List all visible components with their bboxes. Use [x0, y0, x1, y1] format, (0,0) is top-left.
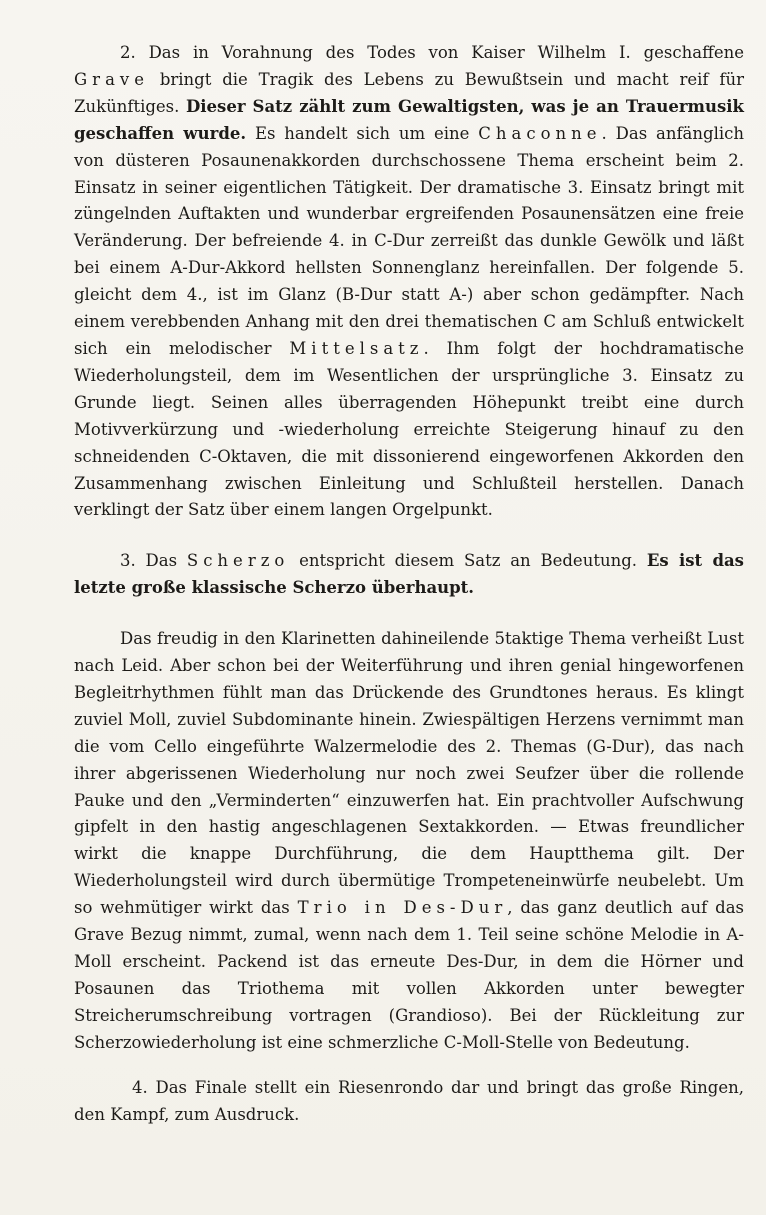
spaced-term-chaconne: Chaconne [478, 123, 602, 143]
text-run: entspricht diesem Satz an Bedeutung. [289, 551, 647, 571]
text-run: . Das anfänglich von düsteren Posaunenakkorden durchschossene Thema erscheint beim 2. Einsatz in seiner eigentlichen Tätigkeit. Der dramatische 3. Einsatz bringt mit züngelnden Auftakten und wunderbar ergreifenden Posaunensätzen eine freie Veränderung. Der befreiende 4. in C-Dur zerreißt das dunkle Gewölk und läßt bei einem A-Dur-Akkord hellsten Sonnenglanz hereinfallen. Der folgende 5. gleicht dem 4., ist im Glanz (B-Dur statt A-) aber schon gedämpfter. Nach einem verebbenden Anhang mit den drei thematischen C am Schluß entwickelt sich ein melodischer [74, 123, 745, 358]
paragraph-scherzo-detail [74, 626, 744, 1057]
text-run: 4. Das Finale stellt ein Riesenrondo dar und bringt das große Ringen, den Kampf, zum Ausdruck. [74, 1077, 744, 1124]
text-run: . Ihm folgt der hochdramatische Wiederholungsteil, dem im Wesentlichen der ursprüngliche 3. Einsatz zu Grunde liegt. Seinen alles überragenden Höhepunkt treibt eine durch Motivverkürzung und -wiederholung erreichte Steigerung hinauf zu den schneidenden C-Oktaven, die mit dissonierend eingeworfenen Akkorden den Zusammenhang zwischen Einleitung und Schlußteil herstellen. Danach verklingt der Satz über einem langen Orgelpunkt. [74, 338, 744, 520]
text-run: bringt die Tragik des Lebens zu Bewußtsein und macht reif für Zukünftiges. [74, 69, 744, 116]
text-run: 3. Das [120, 551, 187, 571]
bold-statement-scherzo: Es ist das letzte große klassische Scherzo überhaupt. [74, 551, 744, 598]
text-run: 2. Das in Vorahnung des Todes von Kaiser Wilhelm I. geschaffene [120, 43, 744, 62]
paragraph-grave [74, 40, 744, 524]
spaced-term-grave: Grave [74, 69, 149, 89]
text-run: Es handelt sich um eine [246, 123, 479, 143]
text-run: , das ganz deutlich auf das Grave Bezug nimmt, zumal, wenn nach dem 1. Teil seine schöne Melodie in A-Moll erscheint. Packend ist das erneute Des-Dur, in dem die Hörner und Posaunen das Triothema mit vollen Akkorden unter bewegter Streicherumschreibung vortragen (Grandioso). Bei der Rückleitung zur Scherzowiederholung ist eine schmerzliche C-Moll-Stelle von Bedeutung. [74, 898, 744, 1052]
text-run: Das freudig in den Klarinetten dahineilende 5taktige Thema verheißt Lust nach Leid. Aber schon bei der Weiterführung und ihren genial hingeworfenen Begleitrhythmen fühlt man das Drückende des Grundtones heraus. Es klingt zuviel Moll, zuviel Subdominante hinein. Zwiespältigen Herzens vernimmt man die vom Cello eingeführte Walzermelodie des 2. Themas (G-Dur), das nach ihrer abgerissenen Wiederholung nur noch zwei Seufzer über die rollende Pauke und den „Verminderten“ einzuwerfen hat. Ein prachtvoller Aufschwung gipfelt in den hastig angeschlagenen Sextakkorden. — Etwas freundlicher wirkt die knappe Durchführung, die dem Hauptthema gilt. Der Wiederholungsteil wird durch übermütige Trompeteneinwürfe neubelebt. Um so wehmütiger wirkt das [74, 629, 744, 918]
spaced-term-scherzo: Scherzo [186, 551, 290, 571]
page-text [74, 40, 744, 1146]
paragraph-scherzo-intro [74, 548, 744, 602]
bold-statement-trauermusik: Dieser Satz zählt zum Gewaltigsten, was je an Trauermusik geschaffen wurde. [74, 96, 744, 143]
paragraph-finale [74, 1075, 744, 1129]
spaced-term-trio: Trio in Des-Dur [297, 898, 508, 918]
spaced-term-mittelsatz: Mittelsatz [289, 338, 424, 358]
